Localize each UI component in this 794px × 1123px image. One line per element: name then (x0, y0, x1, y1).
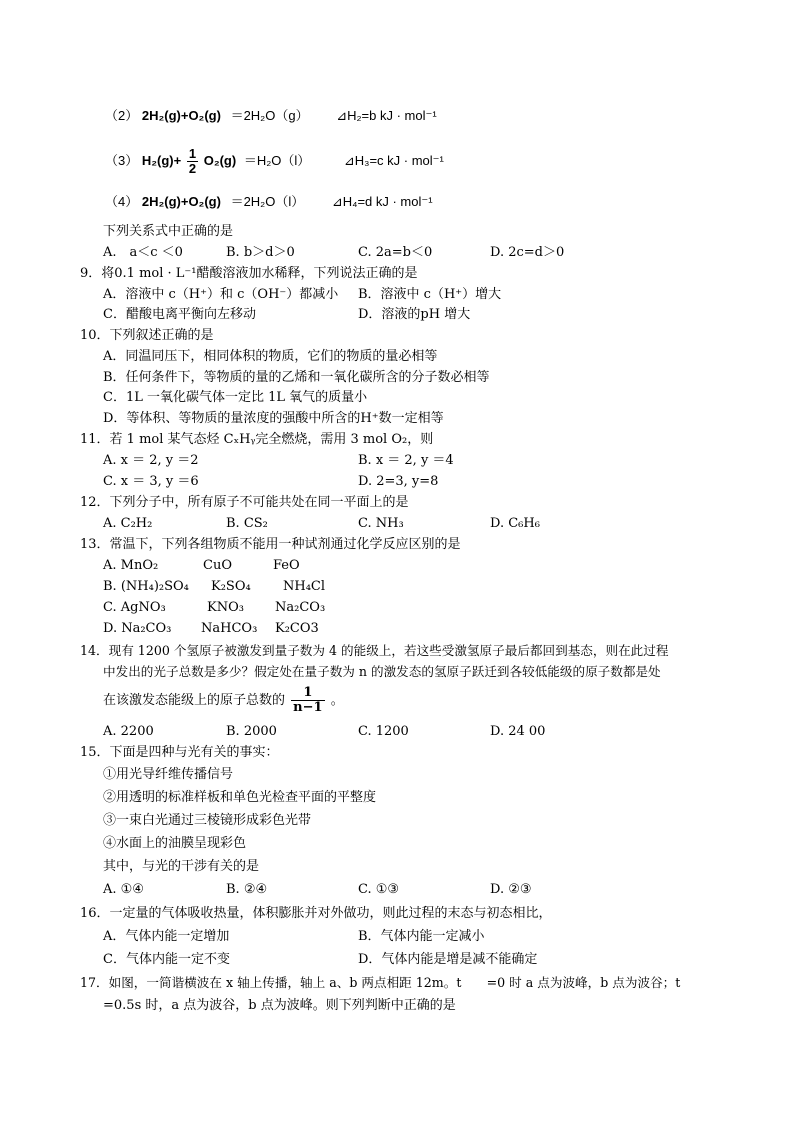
option-d: D．等体积、等物质的量浓度的强酸中所含的H⁺数一定相等 (103, 411, 444, 426)
equation-rhs: ＝2H₂O（l） (230, 194, 305, 209)
option-b: B. CS₂ (226, 516, 268, 531)
question-17-line-2: =0.5s 时，a 点为波谷，b 点为波峰。则下列判断中正确的是 (103, 998, 456, 1013)
fraction-denominator: n−1 (293, 700, 323, 715)
option-d: D. ②③ (490, 882, 532, 897)
equation-rhs: ＝H₂O（l） (243, 153, 311, 168)
question-15-ask: 其中，与光的干涉有关的是 (103, 859, 260, 874)
question-15-stem: 15．下面是四种与光有关的事实： (80, 745, 279, 760)
substance: C. AgNO₃ (103, 600, 166, 615)
option-a (103, 556, 300, 576)
enthalpy-change: ⊿H₃=c kJ · mol⁻¹ (343, 153, 444, 168)
option-c: C. ①③ (358, 882, 400, 897)
option-c: C．醋酸电离平衡向左移动 (103, 307, 256, 322)
option-c: C. x ＝ 3, y ＝6 (103, 474, 199, 489)
option-a: A．气体内能一定增加 (103, 929, 230, 944)
fact-4: ④水面上的油膜呈现彩色 (103, 836, 247, 851)
option-b: B. ②④ (226, 882, 268, 897)
option-d (103, 619, 319, 639)
option-d: D. 2=3, y=8 (358, 474, 439, 489)
equation-label: （3） (105, 153, 139, 168)
option-c: C．1L 一氧化碳气体一定比 1L 氧气的质量小 (103, 390, 368, 405)
fraction-one-over-n-minus-1 (291, 686, 324, 715)
substance: K₂SO₄ (211, 579, 251, 594)
enthalpy-change: ⊿H₂=b kJ · mol⁻¹ (336, 108, 437, 123)
question-8-stem: 下列关系式中正确的是 (103, 224, 234, 239)
option-c: C. NH₃ (358, 516, 404, 531)
question-text: 。 (330, 693, 344, 708)
fact-2: ②用透明的标准样板和单色光检查平面的平整度 (103, 790, 377, 805)
fact-1: ①用光导纤维传播信号 (103, 767, 234, 782)
option-c: C．气体内能一定不变 (103, 952, 230, 967)
question-14-line-1: 14．现有 1200 个氢原子被激发到量子数为 4 的能级上，若这些受激氢原子最后都回到基态，则在此过程 (80, 643, 669, 658)
question-text: 在该激发态能级上的原子总数的 (103, 693, 286, 708)
option-b: B．溶液中 c（H⁺）增大 (358, 287, 502, 302)
substance: NaHCO₃ (201, 621, 258, 636)
option-b: B. b＞d＞0 (226, 245, 295, 260)
option-b: B．气体内能一定减小 (358, 929, 485, 944)
question-9-stem: 9．将0.1 mol · L⁻¹醋酸溶液加水稀释，下列说法正确的是 (80, 266, 418, 281)
equation-lhs: H₂(g)+ (141, 153, 182, 168)
substance: K₂CO3 (275, 621, 319, 636)
question-10-stem: 10．下列叙述正确的是 (80, 328, 214, 343)
option-a: A. 2200 (103, 724, 154, 739)
fraction-denominator: 2 (188, 161, 197, 177)
substance: A. MnO₂ (103, 558, 159, 573)
question-17-line-1: 17．如图，一简谐横波在 x 轴上传播，轴上 a、b 两点相距 12m。t =0 时 a 点为波峰，b 点为波谷；t (80, 975, 681, 990)
equation-label: （2） (105, 108, 139, 123)
equation-label: （4） (105, 194, 139, 209)
substance: CuO (203, 558, 232, 573)
option-a: A．同温同压下，相同体积的物质，它们的物质的量必相等 (103, 349, 438, 364)
substance: D. Na₂CO₃ (103, 621, 172, 636)
equation-rhs: ＝2H₂O（g） (230, 108, 309, 123)
option-b: B. x ＝ 2, y ＝4 (358, 453, 454, 468)
option-a: A. a＜c ＜0 (103, 245, 183, 260)
substance: NH₄Cl (283, 579, 326, 594)
question-13-stem: 13．常温下，下列各组物质不能用一种试剂通过化学反应区别的是 (80, 537, 461, 552)
option-a: A. ①④ (103, 882, 144, 897)
equation-lhs: O₂(g) (203, 153, 237, 168)
question-14-line-3 (103, 686, 344, 716)
substance: FeO (273, 558, 300, 573)
question-11-stem: 11．若 1 mol 某气态烃 CₓHᵧ完全燃烧，需用 3 mol O₂，则 (80, 432, 434, 447)
enthalpy-change: ⊿H₄=d kJ · mol⁻¹ (331, 194, 433, 209)
equation-3 (105, 146, 444, 176)
substance: KNO₃ (207, 600, 244, 615)
option-a: A. x ＝ 2, y ＝2 (103, 453, 199, 468)
option-b: B. 2000 (226, 724, 277, 739)
question-16-stem: 16．一定量的气体吸收热量，体积膨胀并对外做功，则此过程的末态与初态相比， (80, 906, 552, 921)
question-14-line-2: 中发出的光子总数是多少？假定处在量子数为 n 的激发态的氢原子跃迁到各较低能级的原子数都是处 (103, 664, 661, 679)
question-12-stem: 12．下列分子中，所有原子不可能共处在同一平面上的是 (80, 495, 409, 510)
fraction-one-half (187, 147, 198, 176)
option-d: D．溶液的pH 增大 (358, 307, 471, 322)
option-a: A. C₂H₂ (103, 516, 153, 531)
option-d: D. C₆H₆ (490, 516, 540, 531)
option-d: D. 2c=d＞0 (490, 245, 565, 260)
fraction-numerator: 1 (291, 686, 324, 701)
option-c: C. 2a=b＜0 (358, 245, 433, 260)
option-b (103, 577, 326, 597)
option-a: A．溶液中 c（H⁺）和 c（OH⁻）都减小 (103, 287, 339, 302)
fraction-numerator: 1 (188, 146, 197, 162)
option-b: B．任何条件下，等物质的量的乙烯和一氧化碳所含的分子数必相等 (103, 370, 490, 385)
fact-3: ③一束白光通过三棱镜形成彩色光带 (103, 813, 312, 828)
equation-4 (105, 192, 433, 212)
substance: Na₂CO₃ (275, 600, 326, 615)
equation-2 (105, 106, 437, 126)
option-c (103, 598, 326, 618)
equation-lhs: 2H₂(g)+O₂(g) (141, 194, 221, 209)
substance: B. (NH₄)₂SO₄ (103, 579, 189, 594)
option-d: D．气体内能是增是减不能确定 (358, 952, 538, 967)
option-d: D. 24 00 (490, 724, 546, 739)
option-c: C. 1200 (358, 724, 409, 739)
equation-lhs: 2H₂(g)+O₂(g) (141, 108, 221, 123)
